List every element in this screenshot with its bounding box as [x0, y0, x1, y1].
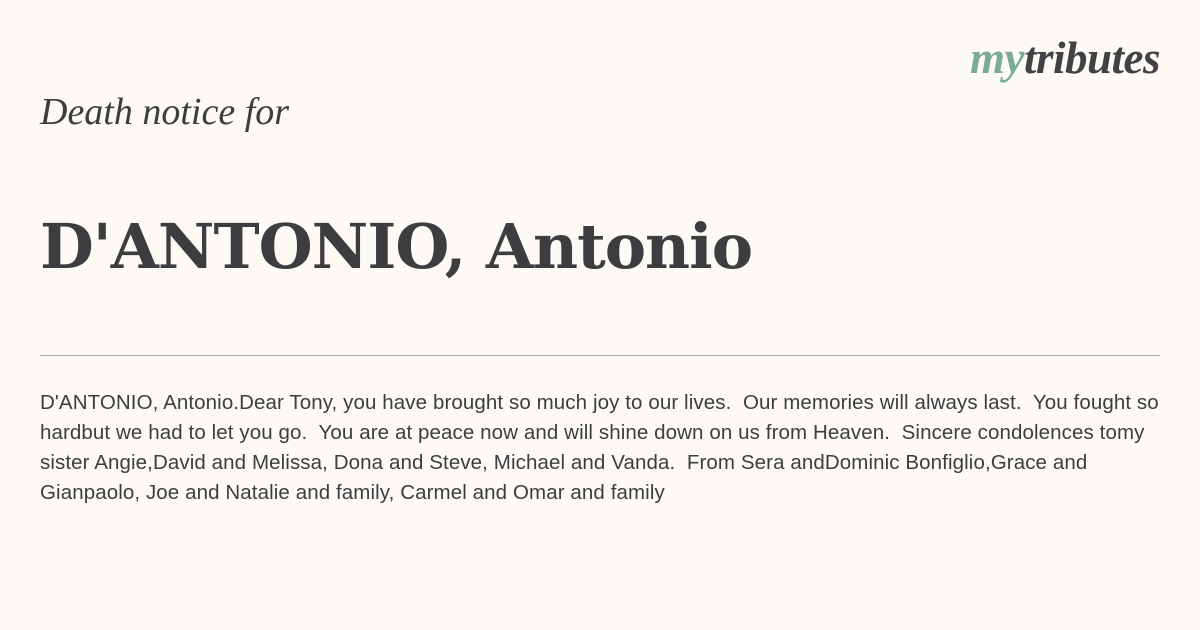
logo-text-tributes: tributes [1023, 33, 1160, 83]
death-notice-subtitle: Death notice for [40, 91, 290, 133]
logo-text-my: my [969, 33, 1024, 83]
notice-message-body: D'ANTONIO, Antonio.Dear Tony, you have brought so much joy to our lives. Our memories will always last. You fought so hardbut we had to let you go. You are at peace now and will shine down on us from Heaven. Sincere condolences tomy sister Angie,David and Melissa, Dona and Steve, Michael and Vanda. From Sera andDominic Bonfiglio,Grace and Gianpaolo, Joe and Natalie and family, Carmel and Omar and family [40, 391, 1165, 504]
section-divider [40, 355, 1160, 356]
mytributes-logo [970, 30, 1160, 86]
deceased-name-title: D'ANTONIO, Antonio [40, 210, 753, 283]
